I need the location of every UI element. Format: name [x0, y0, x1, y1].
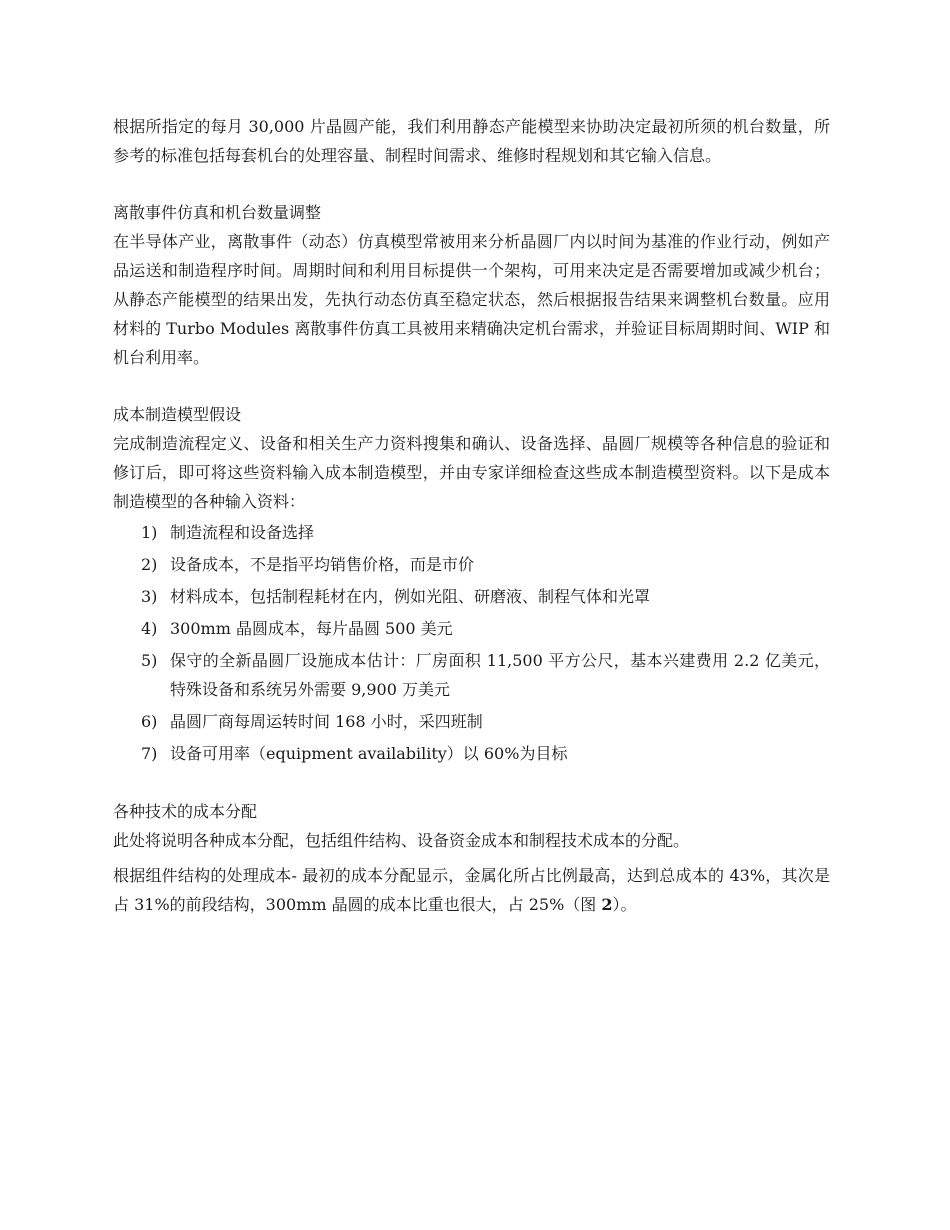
- list-item-text: 设备可用率（equipment availability）以 60%为目标: [170, 744, 568, 763]
- document-page: [113, 112, 830, 919]
- intro-paragraph: 根据所指定的每月 30,000 片晶圆产能，我们利用静态产能模型来协助决定最初所须的机台数量，所参考的标准包括每套机台的处理容量、制程时间需求、维修时程规划和其它输入信息。: [113, 117, 830, 165]
- list-item-number: 5): [141, 651, 158, 670]
- list-item-number: 1): [141, 523, 158, 542]
- list-item-text: 晶圆厂商每周运转时间 168 小时，采四班制: [170, 712, 483, 731]
- list-item: [113, 518, 830, 547]
- list-item-text: 保守的全新晶圆厂设施成本估计：厂房面积 11,500 平方公尺，基本兴建费用 2.2 亿美元，特殊设备和系统另外需要 9,900 万美元: [170, 651, 830, 699]
- section-heading-simulation: 离散事件仿真和机台数量调整: [113, 203, 322, 222]
- list-item-number: 4): [141, 619, 158, 638]
- spacer: [113, 372, 830, 400]
- list-item-number: 2): [141, 555, 158, 574]
- processing-cost-text-end: ）。: [612, 895, 637, 914]
- list-item: [113, 739, 830, 768]
- list-item-text: 300mm 晶圆成本，每片晶圆 500 美元: [170, 619, 453, 638]
- list-item-number: 3): [141, 587, 158, 606]
- simulation-paragraph: 在半导体产业，离散事件（动态）仿真模型常被用来分析晶圆厂内以时间为基准的作业行动，例如产品运送和制造程序时间。周期时间和利用目标提供一个架构，可用来决定是否需要增加或减少机台；从静态产能模型的结果出发，先执行动态仿真至稳定状态，然后根据报告结果来调整机台数量。应用材料的 Turbo Modules 离散事件仿真工具被用来精确决定机台需求，并验证目标周期时间、WIP 和机台利用率。: [113, 232, 830, 367]
- list-item-text: 设备成本，不是指平均销售价格，而是市价: [170, 555, 475, 574]
- list-item-number: 6): [141, 712, 158, 731]
- section-heading-cost-allocation: 各种技术的成本分配: [113, 802, 258, 821]
- section-heading-cost-model: 成本制造模型假设: [113, 405, 242, 424]
- cost-allocation-paragraph: 此处将说明各种成本分配，包括组件结构、设备资金成本和制程技术成本的分配。: [113, 831, 690, 850]
- list-item: [113, 707, 830, 736]
- list-item: [113, 550, 830, 579]
- processing-cost-paragraph: [113, 861, 830, 919]
- list-item-number: 7): [141, 744, 158, 763]
- spacer: [113, 170, 830, 198]
- spacer: [113, 771, 830, 797]
- figure-reference: 2: [601, 895, 613, 914]
- list-item: [113, 646, 830, 704]
- list-item: [113, 582, 830, 611]
- input-list: [113, 518, 830, 768]
- list-item-text: 材料成本，包括制程耗材在内，例如光阻、研磨液、制程气体和光罩: [170, 587, 651, 606]
- processing-cost-text: 根据组件结构的处理成本- 最初的成本分配显示，金属化所占比例最高，达到总成本的 43%，其次是占 31%的前段结构，300mm 晶圆的成本比重也很大，占 25%（图: [113, 866, 830, 914]
- list-item: [113, 614, 830, 643]
- cost-model-paragraph: 完成制造流程定义、设备和相关生产力资料搜集和确认、设备选择、晶圆厂规模等各种信息的验证和修订后，即可将这些资料输入成本制造模型，并由专家详细检查这些成本制造模型资料。以下是成本制造模型的各种输入资料：: [113, 434, 830, 511]
- list-item-text: 制造流程和设备选择: [170, 523, 315, 542]
